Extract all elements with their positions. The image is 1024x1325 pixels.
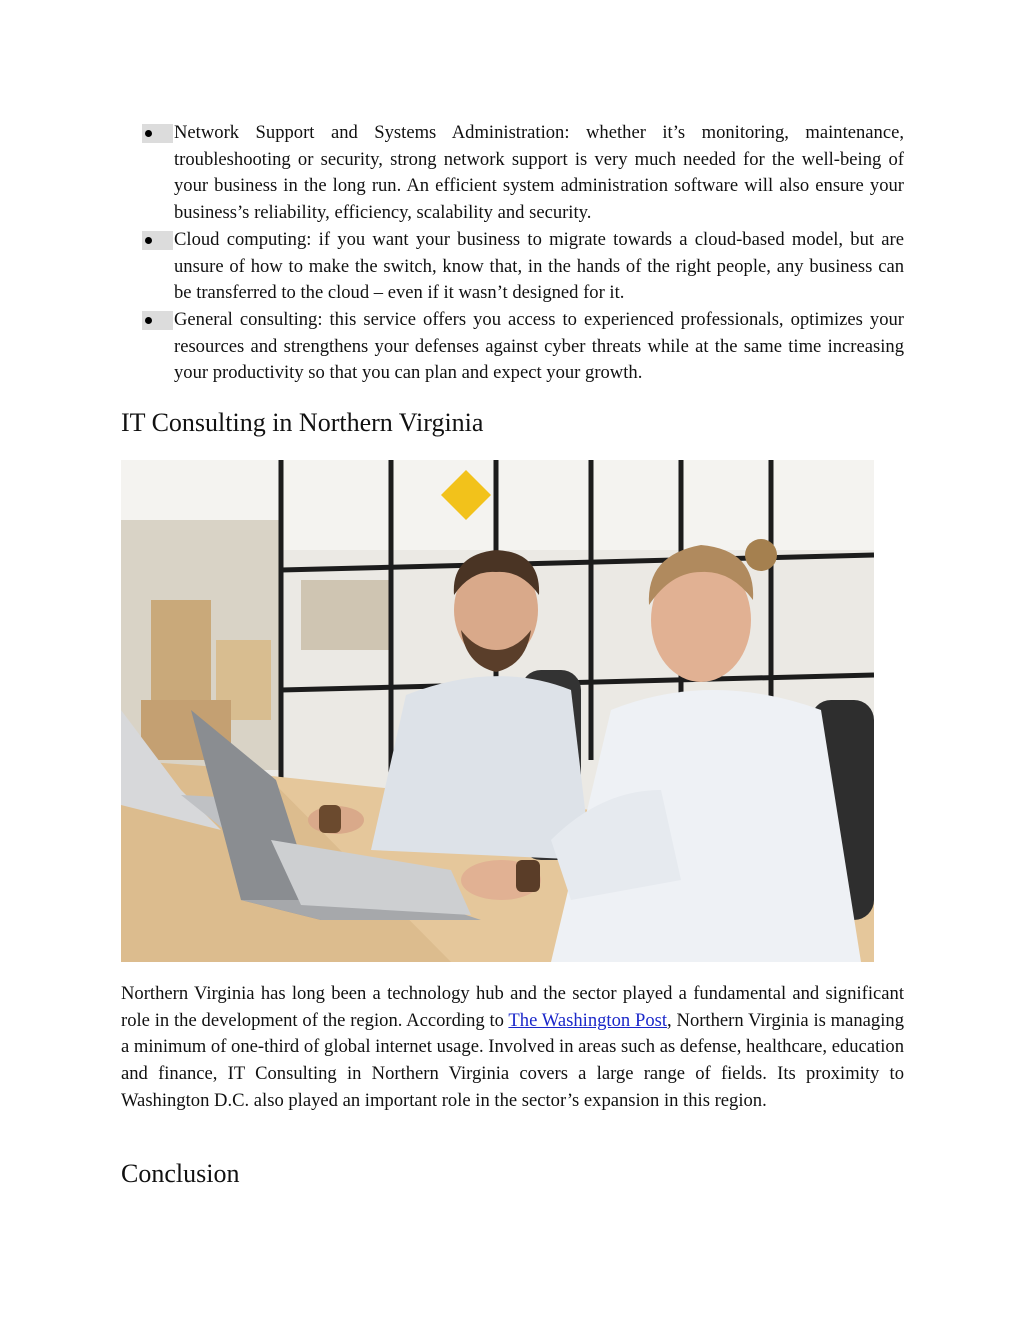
office-photo	[121, 460, 874, 962]
bullet-text: Cloud computing: if you want your business to migrate towards a cloud-based model, but are unsure of how to make the switch, know that, in the hands of the right people, any business can be transferred to the cloud – even if it wasn’t designed for it.	[174, 228, 904, 304]
section-heading: IT Consulting in Northern Virginia	[121, 408, 484, 437]
northern-virginia-paragraph	[121, 981, 904, 1115]
paragraph-text-after-link: , Northern Virginia is managing a minimum of one-third of global internet usage. Involved in areas such as defense, healthcare, education and finance, IT Consulting in Northern Virginia covers a large range of fields. Its proximity to Washington D.C. also played an important role in the sector’s expansion in this region.	[121, 1009, 904, 1111]
bullet-item-network-support	[142, 120, 904, 227]
bullet-text: Network Support and Systems Administration: whether it’s monitoring, maintenance, troubleshooting or security, strong network support is very much needed for the well-being of your business in the long run. An efficient system administration software will also ensure your business’s reliability, efficiency, scalability and security.	[174, 122, 904, 224]
bullet-item-general-consulting	[142, 307, 904, 387]
washington-post-link[interactable]: The Washington Post	[508, 1009, 668, 1031]
services-bullet-list	[142, 120, 904, 387]
paragraph-text-before-link: Northern Virginia has long been a technology hub and the sector played a fundamental and significant role in the development of the region. According to	[121, 983, 904, 1031]
bullet-dot-icon	[142, 231, 173, 250]
bullet-item-cloud-computing	[142, 227, 904, 307]
bullet-dot-icon	[142, 311, 173, 330]
conclusion-heading: Conclusion	[121, 1159, 240, 1188]
bullet-dot-icon	[142, 124, 173, 143]
bullet-text: General consulting: this service offers you access to experienced professionals, optimizes your resources and strengthens your defenses against cyber threats while at the same time increasing your productivity so that you can plan and expect your growth.	[174, 308, 904, 384]
photo-illustration	[121, 460, 874, 962]
